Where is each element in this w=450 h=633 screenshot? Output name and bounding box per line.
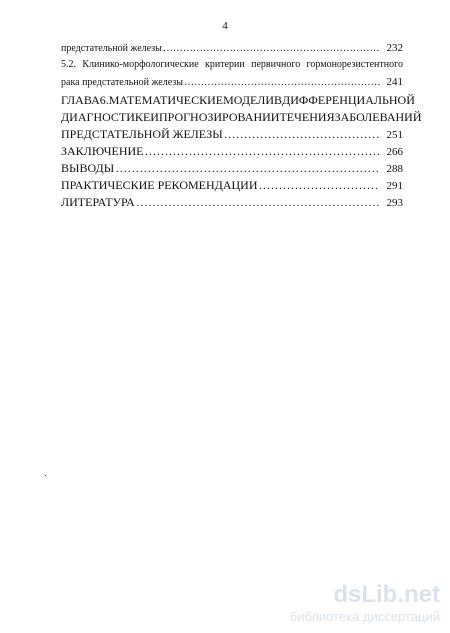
toc-entry-page: 291	[386, 180, 403, 192]
leader-dots	[224, 127, 380, 142]
word: ГЛАВА	[61, 93, 100, 107]
stray-mark: ˏ	[44, 466, 48, 477]
word: первичного	[251, 59, 301, 70]
word: ДИАГНОСТИКЕ	[61, 110, 151, 124]
toc-entry-5-2-line2	[61, 76, 403, 93]
toc-chapter-6-line3	[61, 127, 403, 144]
table-of-contents	[61, 42, 422, 212]
toc-entry-page: 266	[386, 146, 403, 158]
watermark	[290, 583, 440, 625]
toc-chapter-6-line2	[61, 110, 422, 127]
toc-entry-page: 232	[386, 42, 403, 54]
toc-entry-title: ЗАКЛЮЧЕНИЕ	[61, 144, 144, 158]
word: ПРОГНОЗИРОВАНИИ	[158, 110, 280, 124]
word: В	[274, 93, 283, 107]
word: ДИФФЕРЕНЦИАЛЬНОЙ	[282, 93, 415, 107]
word: ТЕЧЕНИЯ	[279, 110, 335, 124]
toc-entry-title: ПРЕДСТАТЕЛЬНОЙ ЖЕЛЕЗЫ	[61, 127, 223, 141]
toc-entry-prostate	[61, 42, 403, 59]
toc-entry-conclusion	[61, 144, 403, 161]
word: Клинико-морфологические	[82, 59, 199, 70]
toc-chapter-6-line1	[61, 93, 415, 110]
word: 6.	[99, 93, 109, 107]
toc-entry-literature	[61, 195, 403, 212]
word: И	[150, 110, 159, 124]
toc-entry-title: ЛИТЕРАТУРА	[61, 195, 135, 209]
word: гормонорезистентного	[306, 59, 403, 70]
leader-dots	[163, 43, 380, 54]
word: ЗАБОЛЕВАНИЙ	[334, 110, 422, 124]
watermark-subtitle: библиотека диссертаций	[289, 609, 440, 624]
toc-entry-page: 251	[386, 129, 403, 141]
toc-entry-page: 288	[386, 163, 403, 175]
toc-entry-title: предстательной железы	[61, 43, 162, 54]
toc-entry-title: ПРАКТИЧЕСКИЕ РЕКОМЕНДАЦИИ	[61, 178, 258, 192]
leader-dots	[145, 144, 381, 159]
page-number: 4	[222, 20, 228, 32]
toc-entry-recommendations	[61, 178, 403, 195]
word: МАТЕМАТИЧЕСКИЕ	[108, 93, 224, 107]
toc-entry-page: 293	[386, 197, 403, 209]
word: 5.2.	[61, 59, 76, 70]
word: критерии	[205, 59, 245, 70]
leader-dots	[136, 195, 380, 210]
toc-entry-title: ВЫВОДЫ	[61, 161, 115, 175]
word: МОДЕЛИ	[223, 93, 275, 107]
leader-dots	[259, 178, 381, 193]
leader-dots	[115, 161, 380, 176]
toc-entry-5-2-line1	[61, 59, 403, 76]
leader-dots	[184, 77, 380, 88]
watermark-logo: dsLib.net	[333, 581, 440, 608]
toc-entry-page: 241	[386, 76, 403, 88]
toc-entry-title: рака предстательной железы	[61, 77, 183, 88]
toc-entry-findings	[61, 161, 403, 178]
